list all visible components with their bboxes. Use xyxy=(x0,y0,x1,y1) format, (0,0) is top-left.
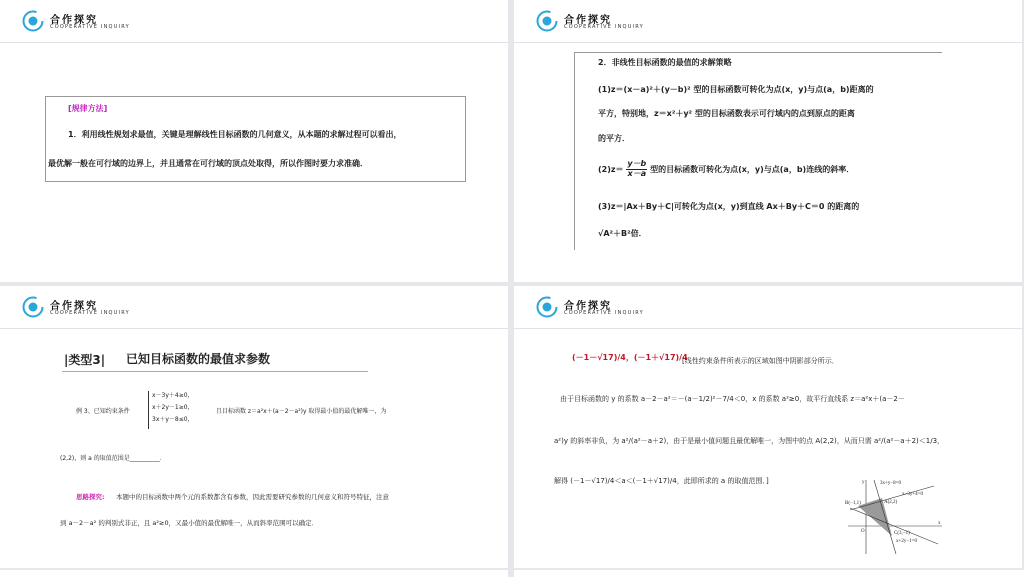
fraction-num: y－b xyxy=(627,159,647,168)
brand-logo-icon xyxy=(536,10,558,32)
fraction-den: x－a xyxy=(627,168,647,178)
strategy-3: (3)z＝|Ax＋By＋C|可转化为点(x，y)到直线 Ax＋By＋C＝0 的距离的 xyxy=(598,202,860,211)
example-line-2: (2,2)，则 a 的取值范围是__________． xyxy=(60,455,166,462)
slide-4[interactable] xyxy=(514,286,1022,568)
constraint-1: x－3y＋4≥0， xyxy=(152,392,194,399)
answer-note: [线性约束条件所表示的区域如图中阴影部分所示． xyxy=(682,357,839,365)
type-title: 已知目标函数的最值求参数 xyxy=(126,352,271,366)
header-divider xyxy=(0,42,508,43)
example-post: 且目标函数 z＝a²x＋(a－2－a²)y 取得最小值的最优解唯一，为 xyxy=(216,408,387,415)
graph-label-5: C(3,−1) xyxy=(894,531,910,536)
constraint-2: x＋2y－1≥0， xyxy=(152,404,194,411)
constraint-system xyxy=(152,390,194,426)
feasible-region-graph xyxy=(844,476,944,556)
strategy-box xyxy=(574,52,942,250)
solution-line-3: 解得 (－1－√17)/4＜a＜(－1＋√17)/4，此即所求的 a 的取值范围．] xyxy=(554,477,769,485)
brand-title: 合作探究 xyxy=(564,15,612,26)
header-divider xyxy=(0,328,508,329)
strategy-2 xyxy=(598,160,854,179)
brand-title: 合作探究 xyxy=(50,301,98,312)
strategy-heading: 2．非线性目标函数的最值的求解策略 xyxy=(598,58,732,67)
idea-tag: 思路探究: xyxy=(76,493,105,501)
brand-subtitle: COOPERATIVE INQUIRY xyxy=(50,310,130,316)
solution-line-1: 由于目标函数的 y 的系数 a－2－a²＝－(a－1/2)²－7/4＜0，x 的系数 a²≥0，故平行直线系 z＝a²x＋(a－2－ xyxy=(560,395,905,403)
method-line-2: 最优解一般在可行域的边界上，并且通常在可行域的顶点处取得，所以作图时要力求准确． xyxy=(48,159,368,168)
graph-label-7: O xyxy=(861,529,865,534)
graph-label-1: 3x+y−8=0 xyxy=(880,481,901,486)
header-divider xyxy=(514,42,1022,43)
strategy-1c: 的平方． xyxy=(598,134,630,143)
slide-5-partial xyxy=(0,570,508,577)
brand-logo-icon xyxy=(536,296,558,318)
graph-label-2: x−3y+4=0 xyxy=(902,492,923,497)
brand-title: 合作探究 xyxy=(564,301,612,312)
strategy-3b: √A²＋B²倍． xyxy=(598,229,647,238)
method-line-1: 1．利用线性规划求最值，关键是理解线性目标函数的几何意义，从本题的求解过程可以看出， xyxy=(68,130,402,139)
graph-label-3: B(−1,1) xyxy=(845,501,861,506)
header-divider xyxy=(514,328,1022,329)
slide-2[interactable] xyxy=(514,0,1022,282)
method-box xyxy=(45,96,466,182)
brand-logo-icon xyxy=(22,10,44,32)
slide-6-partial xyxy=(514,570,1024,577)
brand-subtitle: COOPERATIVE INQUIRY xyxy=(564,310,644,316)
method-tag: [规律方法] xyxy=(68,104,108,113)
strategy-2-post: 型的目标函数可转化为点(x，y)与点(a，b)连线的斜率． xyxy=(650,164,855,174)
solution-line-2: a²)y 的斜率非负，为 a²/(a²－a＋2)，由于是最小值问题且最优解唯一，为图中的点 A(2,2)，从而只需 a²/(a²－a＋2)＜1/3， xyxy=(554,437,945,445)
brand-title: 合作探究 xyxy=(50,15,98,26)
strategy-1b: 平方，特别地，z＝x²＋y² 型的目标函数表示可行域内的点到原点的距离 xyxy=(598,109,855,118)
brand-logo-icon xyxy=(22,296,44,318)
strategy-2-fraction xyxy=(626,160,647,179)
strategy-2-pre: (2)z＝ xyxy=(598,164,624,174)
example-prefix: 例 3、已知约束条件 xyxy=(76,408,130,415)
graph-label-6: x+2y−1=0 xyxy=(896,539,917,544)
graph-label-4: A(2,2) xyxy=(884,500,898,505)
idea-line-2: 到 a－2－a² 的判别式非正，且 a²≥0，又最小值的最优解唯一，从而斜率范围可以确定． xyxy=(60,519,319,527)
idea-line-1: 本题中的目标函数中两个元的系数都含有参数，因此需要研究参数的几何意义和符号特征，注意 xyxy=(116,493,389,501)
graph-label-9: y xyxy=(862,480,865,485)
graph-label-8: x xyxy=(938,521,941,526)
slide-1[interactable] xyxy=(0,0,508,282)
answer: (－1－√17)/4，(－1＋√17)/4 xyxy=(572,353,688,362)
slide-3[interactable] xyxy=(0,286,508,568)
type-tag: |类型3| xyxy=(64,353,106,367)
brand-subtitle: COOPERATIVE INQUIRY xyxy=(564,24,644,30)
constraint-3: 3x＋y－8≤0， xyxy=(152,416,194,423)
strategy-1a: (1)z＝(x－a)²＋(y－b)² 型的目标函数可转化为点(x，y)与点(a，b)距离的 xyxy=(598,85,874,94)
brand-subtitle: COOPERATIVE INQUIRY xyxy=(50,24,130,30)
